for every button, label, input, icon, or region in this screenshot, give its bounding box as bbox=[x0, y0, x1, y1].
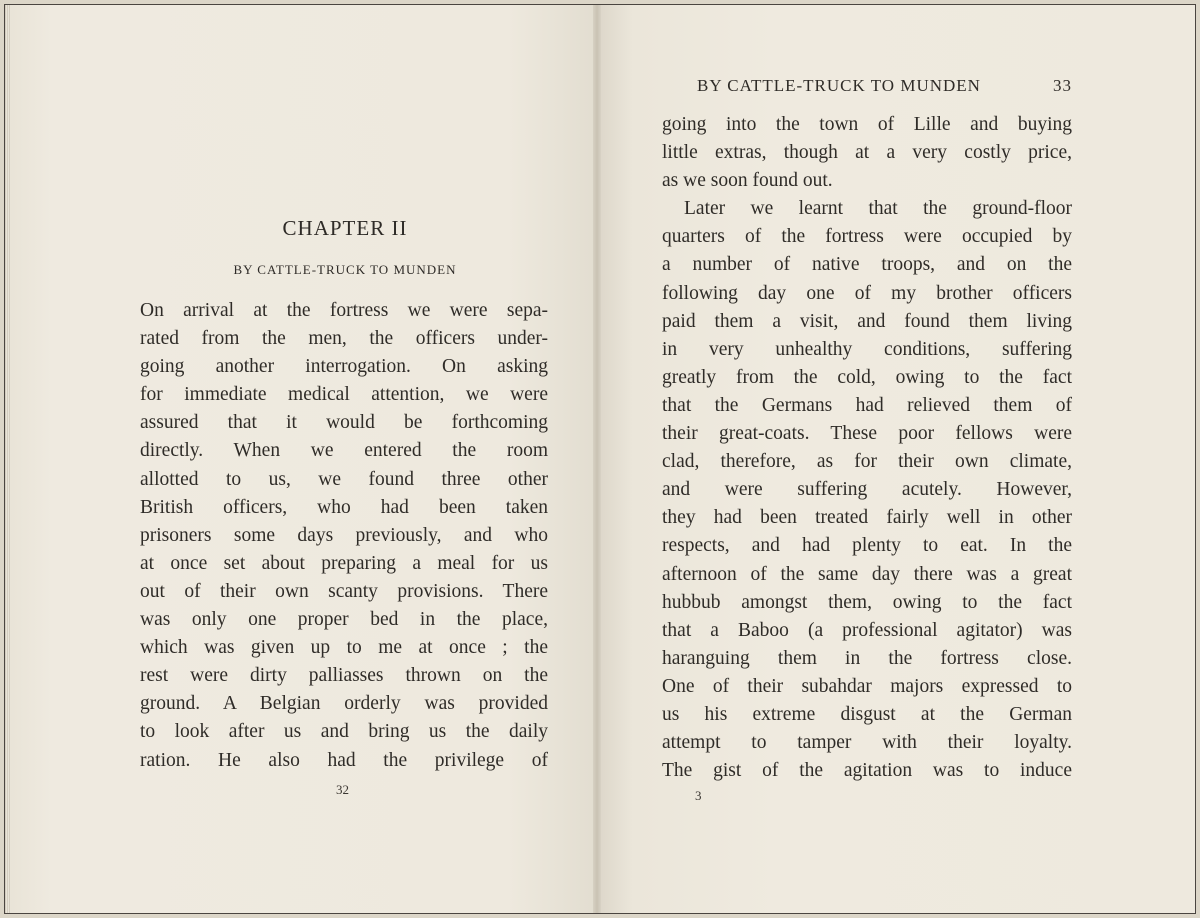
text-line: going into the town of Lille and buying bbox=[662, 114, 1072, 135]
text-line: going another interrogation. On asking bbox=[140, 356, 548, 378]
text-line: greatly from the cold, owing to the fact bbox=[662, 366, 1072, 388]
text-line: rest were dirty palliasses thrown on the bbox=[140, 665, 548, 687]
text-line: following day one of my brother officers bbox=[662, 282, 1072, 304]
text-line: attempt to tamper with their loyalty. bbox=[662, 732, 1072, 754]
text-line: they had been treated fairly well in other bbox=[662, 507, 1072, 529]
text-line: haranguing them in the fortress close. bbox=[662, 647, 1072, 669]
text-line: at once set about preparing a meal for us bbox=[140, 552, 548, 574]
text-line: The gist of the agitation was to induce bbox=[662, 760, 1072, 782]
text-line: hubbub amongst them, owing to the fact bbox=[662, 591, 1072, 613]
text-line: One of their subahdar majors expressed to bbox=[662, 675, 1072, 697]
text-line: a number of native troops, and on the bbox=[662, 254, 1072, 276]
text-line: prisoners some days previously, and who bbox=[140, 524, 548, 546]
text-line: which was given up to me at once ; the bbox=[140, 637, 548, 659]
text-line: for immediate medical attention, we were bbox=[140, 384, 548, 406]
text-line: in very unhealthy conditions, suffering bbox=[662, 338, 1072, 360]
text-line: was only one proper bed in the place, bbox=[140, 609, 548, 631]
text-line: and were suffering acutely. However, bbox=[662, 479, 1072, 501]
text-line: Later we learnt that the ground-floor bbox=[684, 198, 1072, 220]
text-line: British officers, who had been taken bbox=[140, 496, 548, 518]
text-line: their great-coats. These poor fellows were bbox=[662, 423, 1072, 445]
text-line: as we soon found out. bbox=[662, 170, 833, 192]
signature-mark: 3 bbox=[695, 788, 702, 803]
text-line: On arrival at the fortress we were sepa- bbox=[140, 300, 548, 321]
left-page-text bbox=[140, 297, 548, 775]
text-line: us his extreme disgust at the German bbox=[662, 703, 1072, 725]
text-line: that a Baboo (a professional agitator) was bbox=[662, 619, 1072, 641]
text-line: to look after us and bring us the daily bbox=[140, 721, 548, 743]
text-line: little extras, though at a very costly price, bbox=[662, 142, 1072, 164]
page-number-left: 32 bbox=[336, 782, 349, 797]
text-line: ground. A Belgian orderly was provided bbox=[140, 693, 548, 715]
text-line: paid them a visit, and found them living bbox=[662, 310, 1072, 332]
book-gutter bbox=[593, 5, 601, 913]
page-number-right: 33 bbox=[1053, 76, 1072, 95]
text-line: assured that it would be forthcoming bbox=[140, 412, 548, 434]
page-edge bbox=[5, 5, 11, 913]
text-line: directly. When we entered the room bbox=[140, 440, 548, 462]
right-page-text bbox=[662, 111, 1072, 785]
text-line: afternoon of the same day there was a great bbox=[662, 563, 1072, 585]
text-line: quarters of the fortress were occupied by bbox=[662, 226, 1072, 248]
text-line: that the Germans had relieved them of bbox=[662, 394, 1072, 416]
chapter-title: CHAPTER II bbox=[282, 216, 408, 240]
chapter-subtitle: BY CATTLE-TRUCK TO MUNDEN bbox=[233, 262, 457, 277]
text-line: ration. He also had the privilege of bbox=[140, 749, 548, 771]
running-head-title: BY CATTLE-TRUCK TO MUNDEN bbox=[697, 76, 981, 95]
text-line: rated from the men, the officers under- bbox=[140, 328, 548, 350]
text-line: allotted to us, we found three other bbox=[140, 468, 548, 490]
text-line: respects, and had plenty to eat. In the bbox=[662, 535, 1072, 557]
running-head bbox=[697, 76, 1072, 96]
text-line: out of their own scanty provisions. There bbox=[140, 580, 548, 602]
text-line: clad, therefore, as for their own climate, bbox=[662, 451, 1072, 473]
